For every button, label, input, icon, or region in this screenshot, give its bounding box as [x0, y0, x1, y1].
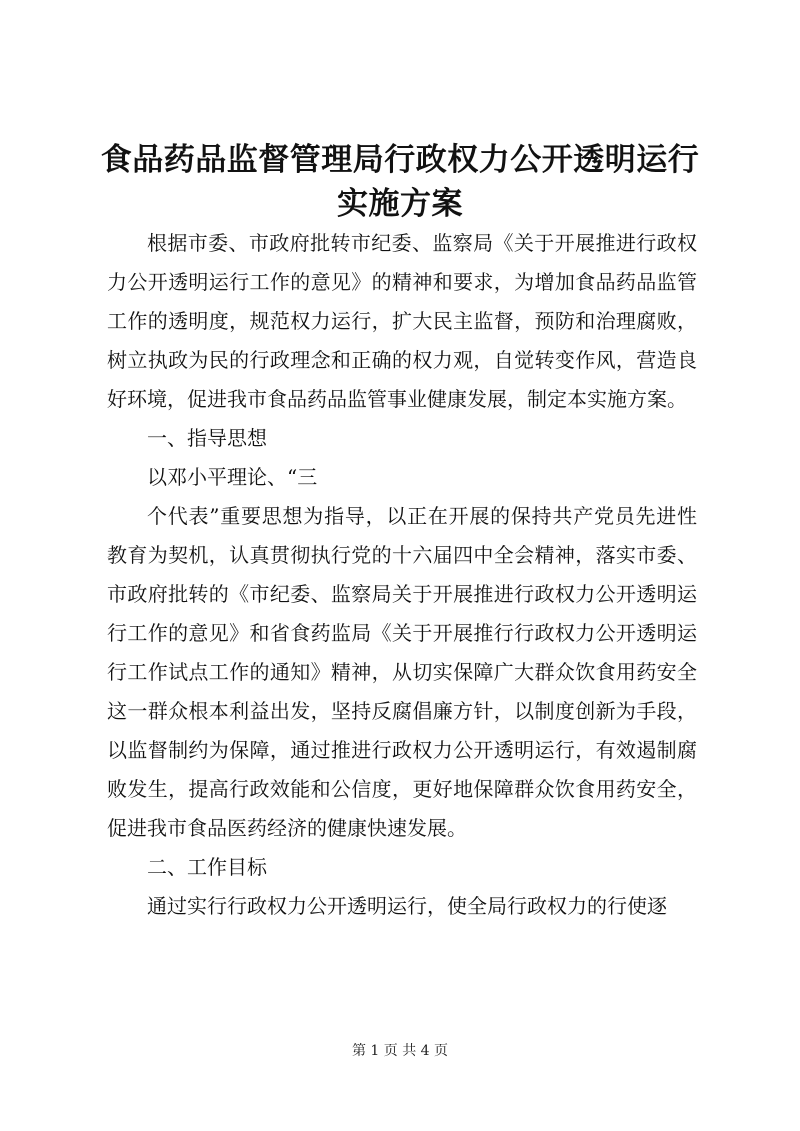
paragraph-guiding-ideology: 个代表”重要思想为指导，以正在开展的保持共产党员先进性教育为契机，认真贯彻执行党的十六届四中全会精神，落实市委、市政府批转的《市纪委、监察局关于开展推进行政权力公开透明运行工作的意见》和省食药监局《关于开展推行行政权力公开透明运行工作试点工作的通知》精神，从切实保障广大群众饮食用药安全这一群众根本利益出发，坚持反腐倡廉方针，以制度创新为手段，以监督制约为保障，通过推进行政权力公开透明运行，有效遏制腐败发生，提高行政效能和公信度，更好地保障群众饮食用药安全，促进我市食品医药经济的健康快速发展。 — [107, 504, 697, 840]
document-body — [107, 224, 697, 926]
page-number-footer: 第 1 页 共 4 页 — [351, 1043, 449, 1059]
section-heading-work-goals: 二、工作目标 — [147, 855, 267, 879]
section-heading-guiding-ideology: 一、指导思想 — [147, 426, 267, 450]
document-title: 食品药品监督管理局行政权力公开透明运行实施方案 — [100, 142, 700, 222]
paragraph-guiding-ideology-start: 以邓小平理论、“三 — [147, 465, 318, 489]
paragraph-work-goals: 通过实行行政权力公开透明运行，使全局行政权力的行使逐 — [147, 894, 667, 918]
paragraph-intro: 根据市委、市政府批转市纪委、监察局《关于开展推进行政权力公开透明运行工作的意见》的精神和要求，为增加食品药品监管工作的透明度，规范权力运行，扩大民主监督，预防和治理腐败，树立执政为民的行政理念和正确的权力观，自觉转变作风，营造良好环境，促进我市食品药品监管事业健康发展，制定本实施方案。 — [107, 231, 697, 411]
